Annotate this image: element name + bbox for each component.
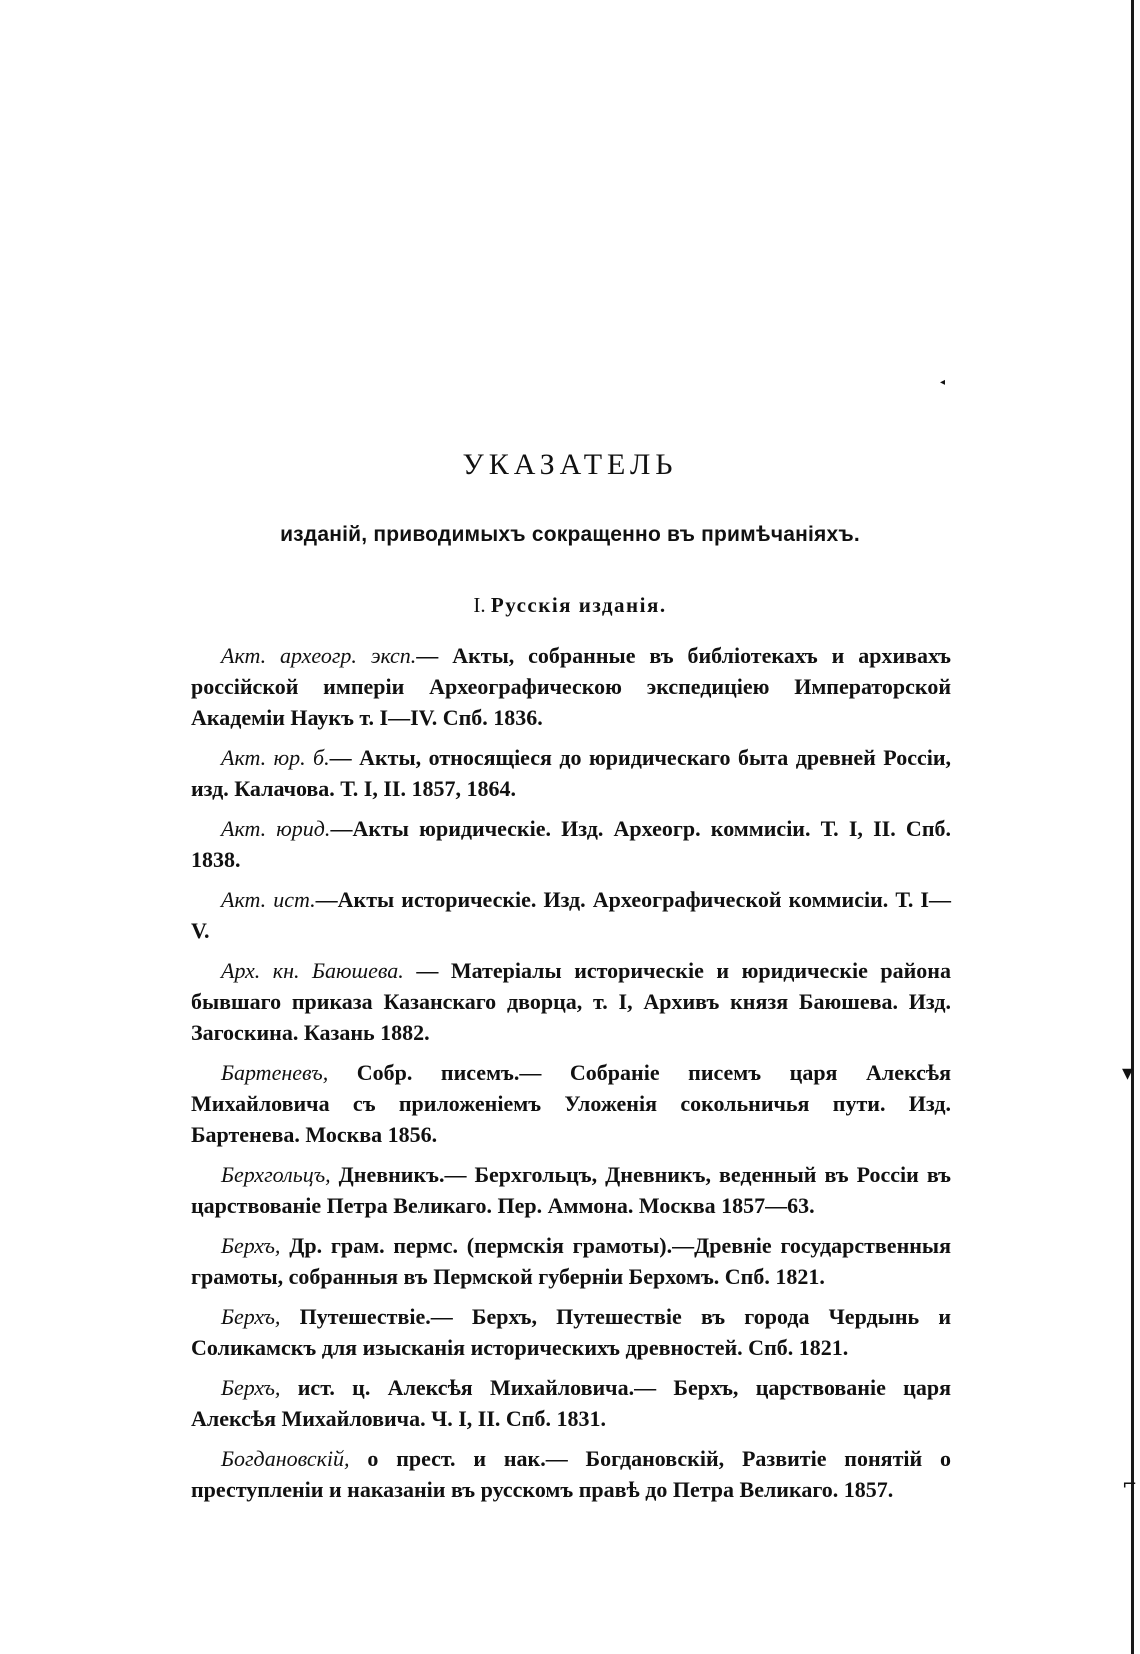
page-subtitle: изданій, приводимыхъ сокращенно въ примѣчаніяхъ. <box>280 523 860 546</box>
entry-list <box>191 640 951 1514</box>
section-number: I. <box>473 593 486 617</box>
entry-description: — Акты, относящіеся до юридическаго быта древней Россіи, изд. Калачова. Т. I, II. 1857, 1864. <box>191 745 952 801</box>
entry-abbreviation: Берхгольцъ, <box>221 1162 331 1187</box>
list-item <box>191 1372 951 1434</box>
scan-edge-mark: ▾ <box>1122 1061 1134 1086</box>
entry-description: — Акты, собранные въ библіотекахъ и архивахъ россійской имперіи Археографическою экспедиціею Императорской Академіи Наукъ т. I—IV. Спб. 1836. <box>191 643 951 730</box>
entry-description: Путешествіе.— Берхъ, Путешествіе въ города Чердынь и Соликамскъ для изысканія историческихъ древностей. Спб. 1821. <box>191 1304 951 1360</box>
list-item <box>191 955 951 1048</box>
entry-description: —Акты историческіе. Изд. Археографической коммисіи. Т. I—V. <box>191 887 951 943</box>
entry-description: Собр. писемъ.— Собраніе писемъ царя Алексѣя Михайловича съ приложеніемъ Уложенія сокольничья пути. Изд. Бартенева. Москва 1856. <box>191 1060 951 1147</box>
entry-description: Др. грам. пермс. (пермскія грамоты).—Древніе государственныя грамоты, собранныя въ Пермской губерніи Берхомъ. Спб. 1821. <box>191 1233 951 1289</box>
entry-abbreviation: Берхъ, <box>221 1304 281 1329</box>
list-item <box>191 1159 951 1221</box>
entry-abbreviation: Берхъ, <box>221 1233 281 1258</box>
list-item <box>191 640 951 733</box>
page-edge-shadow <box>1131 0 1134 1654</box>
list-item <box>191 1301 951 1363</box>
section-label: Русскія изданія. <box>490 593 667 617</box>
entry-abbreviation: Акт. юр. б. <box>221 745 330 770</box>
section-heading <box>0 593 1140 618</box>
scan-edge-mark: ⌐ <box>1122 1474 1138 1495</box>
entry-description: Дневникъ.— Берхгольцъ, Дневникъ, веденный въ Россіи въ царствованіе Петра Великаго. Пер. Аммона. Москва 1857—63. <box>191 1162 951 1218</box>
page-title: УКАЗАТЕЛЬ <box>462 448 678 481</box>
list-item <box>191 884 951 946</box>
entry-description: —Акты юридическіе. Изд. Археогр. коммисіи. Т. I, II. Спб. 1838. <box>191 816 951 872</box>
entry-abbreviation: Акт. юрид. <box>221 816 331 841</box>
entry-description: о прест. и нак.— Богдановскій, Развитіе понятій о преступленіи и наказаніи въ русскомъ правѣ до Петра Великаго. 1857. <box>191 1446 951 1502</box>
list-item <box>191 1057 951 1150</box>
list-item <box>191 1443 951 1505</box>
scan-speck: ◂ <box>940 377 946 388</box>
entry-description: — Матеріалы историческіе и юридическіе района бывшаго приказа Казанскаго дворца, т. I, Архивъ князя Баюшева. Изд. Загоскина. Казань 1882. <box>191 958 951 1045</box>
list-item <box>191 1230 951 1292</box>
entry-abbreviation: Берхъ, <box>221 1375 281 1400</box>
list-item <box>191 813 951 875</box>
entry-abbreviation: Бартеневъ, <box>221 1060 329 1085</box>
entry-abbreviation: Арх. кн. Баюшева. <box>221 958 404 983</box>
entry-abbreviation: Акт. археогр. эксп. <box>221 643 417 668</box>
entry-abbreviation: Богдановскій, <box>221 1446 350 1471</box>
entry-abbreviation: Акт. ист. <box>221 887 316 912</box>
entry-description: ист. ц. Алексѣя Михайловича.— Берхъ, царствованіе царя Алексѣя Михайловича. Ч. I, II. Спб. 1831. <box>191 1375 951 1431</box>
list-item <box>191 742 951 804</box>
